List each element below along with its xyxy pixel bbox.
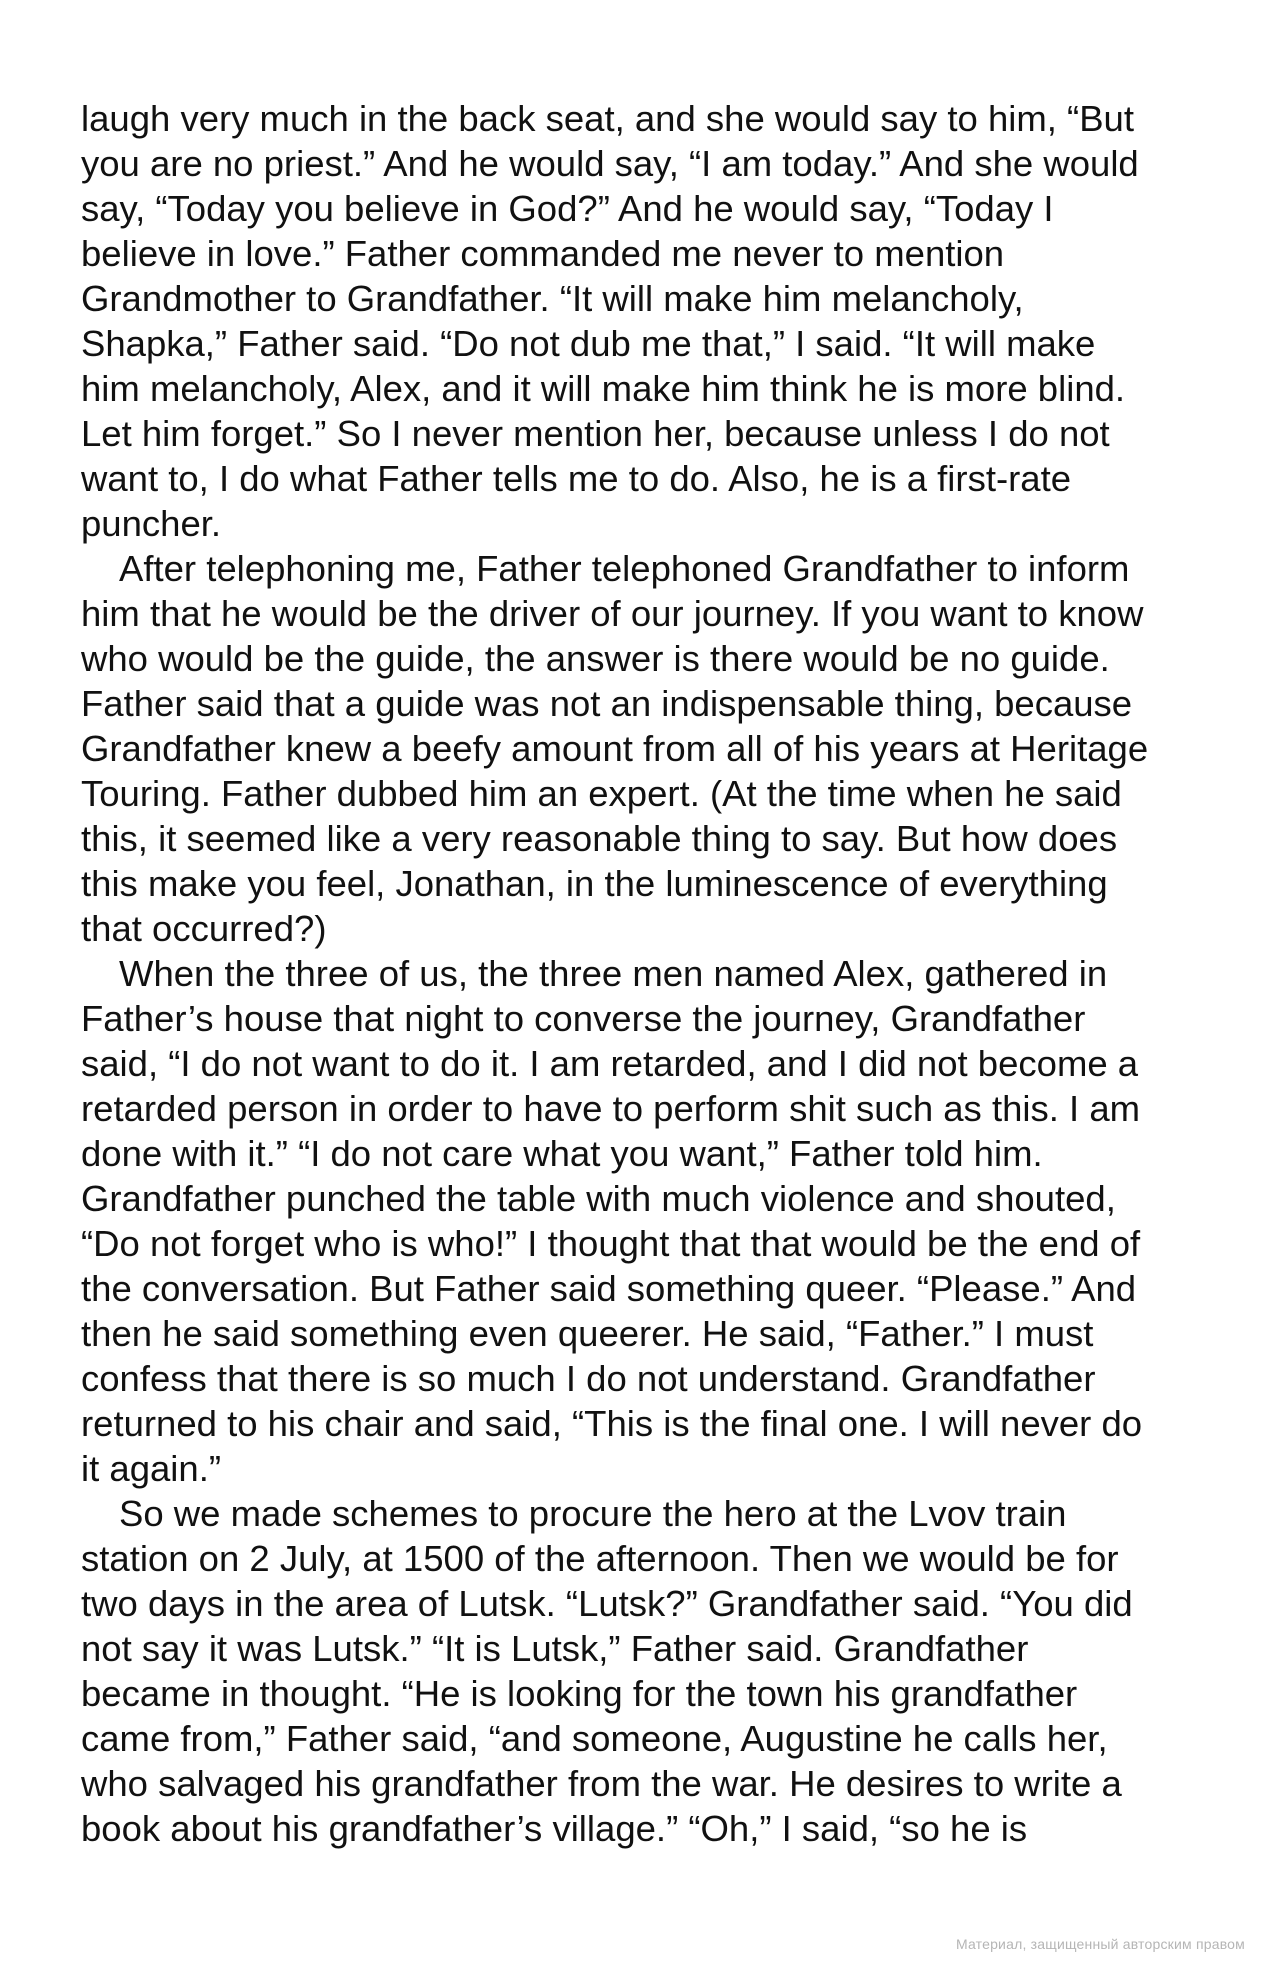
text-line: then he said something even queerer. He said, “Father.” I must bbox=[81, 1313, 1094, 1354]
text-line: Let him forget.” So I never mention her, because unless I do not bbox=[81, 413, 1110, 454]
text-line: retarded person in order to have to perform shit such as this. I am bbox=[81, 1088, 1141, 1129]
page-text-body bbox=[81, 96, 1211, 1851]
text-line: said, “I do not want to do it. I am retarded, and I did not become a bbox=[81, 1043, 1139, 1084]
text-line: Grandfather punched the table with much violence and shouted, bbox=[81, 1178, 1116, 1219]
text-line: you are no priest.” And he would say, “I am today.” And she would bbox=[81, 143, 1139, 184]
text-line: became in thought. “He is looking for the town his grandfather bbox=[81, 1673, 1078, 1714]
text-line: station on 2 July, at 1500 of the afternoon. Then we would be for bbox=[81, 1538, 1119, 1579]
text-line: two days in the area of Lutsk. “Lutsk?” Grandfather said. “You did bbox=[81, 1583, 1133, 1624]
text-line: this, it seemed like a very reasonable thing to say. But how does bbox=[81, 818, 1118, 859]
text-line: Touring. Father dubbed him an expert. (At the time when he said bbox=[81, 773, 1122, 814]
text-line: Grandmother to Grandfather. “It will make him melancholy, bbox=[81, 278, 1024, 319]
text-line: returned to his chair and said, “This is the final one. I will never do bbox=[81, 1403, 1143, 1444]
text-line: book about his grandfather’s village.” “Oh,” I said, “so he is bbox=[81, 1808, 1028, 1849]
text-line: came from,” Father said, “and someone, Augustine he calls her, bbox=[81, 1718, 1108, 1759]
text-line: who salvaged his grandfather from the war. He desires to write a bbox=[81, 1763, 1122, 1804]
text-line: done with it.” “I do not care what you want,” Father told him. bbox=[81, 1133, 1043, 1174]
paragraph-2 bbox=[81, 546, 1211, 951]
text-line: say, “Today you believe in God?” And he would say, “Today I bbox=[81, 188, 1054, 229]
text-line: Grandfather knew a beefy amount from all of his years at Heritage bbox=[81, 728, 1149, 769]
text-line: him that he would be the driver of our journey. If you want to know bbox=[81, 593, 1144, 634]
text-line: who would be the guide, the answer is there would be no guide. bbox=[81, 638, 1110, 679]
text-line: So we made schemes to procure the hero at the Lvov train bbox=[119, 1493, 1067, 1534]
text-line: “Do not forget who is who!” I thought that that would be the end of bbox=[81, 1223, 1141, 1264]
text-line: that occurred?) bbox=[81, 908, 327, 949]
text-line: Father said that a guide was not an indispensable thing, because bbox=[81, 683, 1133, 724]
paragraph-3 bbox=[81, 951, 1211, 1491]
text-line: puncher. bbox=[81, 503, 222, 544]
text-line: this make you feel, Jonathan, in the luminescence of everything bbox=[81, 863, 1108, 904]
text-line: When the three of us, the three men named Alex, gathered in bbox=[119, 953, 1108, 994]
text-line: confess that there is so much I do not understand. Grandfather bbox=[81, 1358, 1096, 1399]
text-line: believe in love.” Father commanded me never to mention bbox=[81, 233, 1005, 274]
paragraph-1 bbox=[81, 96, 1211, 546]
text-line: want to, I do what Father tells me to do. Also, he is a first-rate bbox=[81, 458, 1072, 499]
text-line: After telephoning me, Father telephoned Grandfather to inform bbox=[119, 548, 1130, 589]
text-line: Father’s house that night to converse the journey, Grandfather bbox=[81, 998, 1086, 1039]
paragraph-4 bbox=[81, 1491, 1211, 1851]
text-line: laugh very much in the back seat, and she would say to him, “But bbox=[81, 98, 1134, 139]
text-line: it again.” bbox=[81, 1448, 221, 1489]
text-line: the conversation. But Father said something queer. “Please.” And bbox=[81, 1268, 1137, 1309]
text-line: not say it was Lutsk.” “It is Lutsk,” Father said. Grandfather bbox=[81, 1628, 1029, 1669]
text-line: him melancholy, Alex, and it will make him think he is more blind. bbox=[81, 368, 1126, 409]
text-line: Shapka,” Father said. “Do not dub me that,” I said. “It will make bbox=[81, 323, 1096, 364]
copyright-watermark: Материал, защищенный авторским правом bbox=[955, 1936, 1245, 1952]
